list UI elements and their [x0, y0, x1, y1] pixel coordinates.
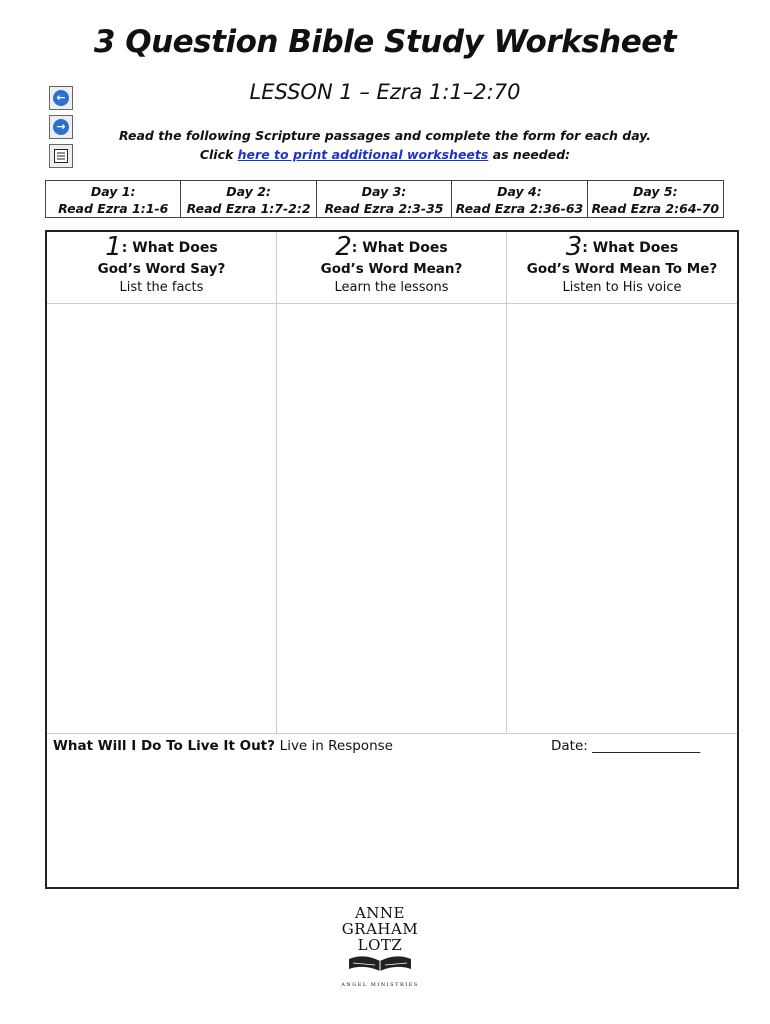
live-it-out-section[interactable]: [47, 733, 737, 888]
day-reading: Read Ezra 1:1-6: [58, 201, 169, 216]
open-book-icon: [347, 953, 413, 975]
as-needed-text: as needed:: [492, 147, 571, 162]
day-cell: [181, 181, 316, 217]
day-label: Day 5:: [632, 184, 678, 199]
back-arrow-icon: ←: [53, 90, 69, 106]
question-hint: Learn the lessons: [334, 280, 449, 295]
reading-schedule: [45, 180, 724, 218]
live-subtitle: Live in Response: [279, 738, 393, 754]
print-instructions: [0, 147, 770, 162]
question-title: God’s Word Mean?: [320, 261, 463, 277]
page-title: 3 Question Bible Study Worksheet: [93, 24, 677, 60]
worksheet-form: [45, 230, 739, 889]
question-number: 3: [565, 232, 583, 262]
day-label: Day 3:: [361, 184, 407, 199]
day-label: Day 1:: [90, 184, 136, 199]
day-cell: [588, 181, 723, 217]
click-text: Click: [199, 147, 234, 162]
question-hint: List the facts: [119, 280, 204, 295]
day-cell: [46, 181, 181, 217]
live-question-text: What Will I Do To Live It Out?: [53, 738, 275, 754]
question-2-column[interactable]: [277, 232, 507, 733]
question-title: God’s Word Say?: [97, 261, 226, 277]
logo-line-1: ANNE: [354, 904, 406, 922]
question-title: God’s Word Mean To Me?: [526, 261, 718, 277]
print-worksheets-link[interactable]: here to print additional worksheets: [237, 147, 489, 162]
day-reading: Read Ezra 2:64-70: [591, 201, 720, 216]
back-button[interactable]: [49, 86, 73, 110]
question-3-header: [507, 232, 737, 304]
day-reading: Read Ezra 2:3-35: [324, 201, 444, 216]
instructions-line: Read the following Scripture passages and complete the form for each day.: [118, 128, 652, 143]
question-1-column[interactable]: [47, 232, 277, 733]
ministry-logo: [340, 905, 420, 988]
logo-line-3: LOTZ: [357, 936, 403, 954]
question-number: 1: [105, 232, 122, 262]
question-3-column[interactable]: [507, 232, 737, 733]
question-text: : What Does: [121, 240, 218, 256]
day-reading: Read Ezra 2:36-63: [455, 201, 584, 216]
logo-ministries: ANGEL MINISTRIES: [341, 982, 419, 988]
question-text: : What Does: [351, 240, 448, 256]
day-label: Day 2:: [226, 184, 271, 199]
lesson-title: LESSON 1 – Ezra 1:1–2:70: [249, 80, 521, 104]
live-it-out-question: [53, 738, 393, 754]
day-cell: [452, 181, 587, 217]
day-label: Day 4:: [497, 184, 542, 199]
question-text: : What Does: [582, 240, 679, 256]
forward-arrow-icon: →: [53, 119, 69, 135]
logo-line-2: GRAHAM: [341, 920, 419, 938]
day-cell: [317, 181, 452, 217]
question-hint: Listen to His voice: [562, 280, 682, 295]
question-2-header: [277, 232, 506, 304]
question-1-header: [47, 232, 276, 304]
question-number: 2: [335, 232, 352, 262]
day-reading: Read Ezra 1:7-2:2: [186, 201, 311, 216]
date-field[interactable]: Date: ________________: [551, 738, 701, 754]
